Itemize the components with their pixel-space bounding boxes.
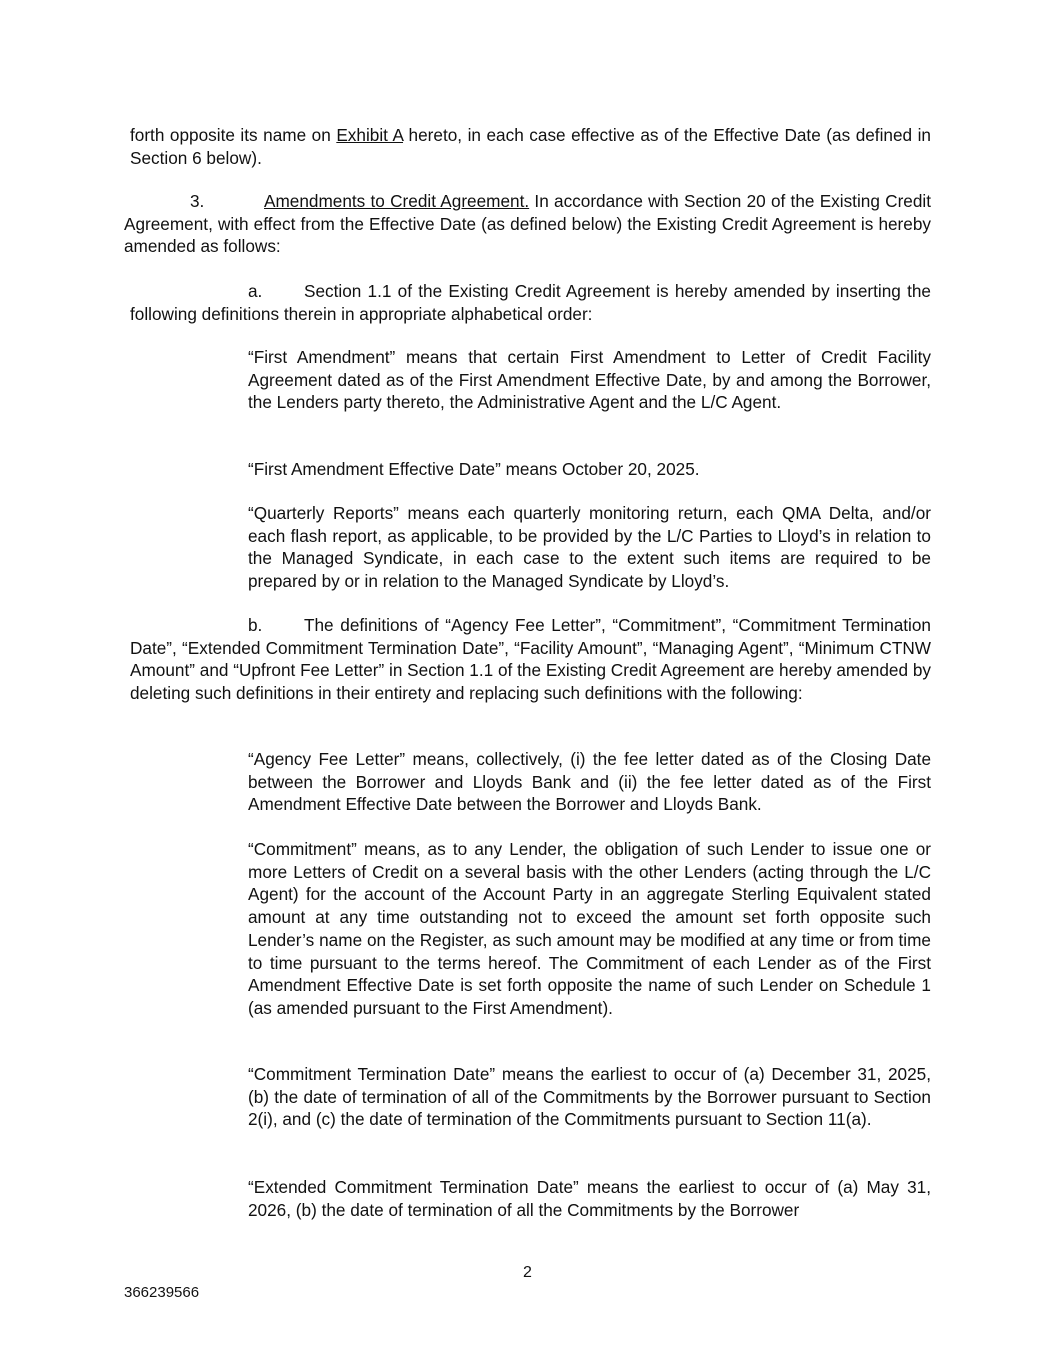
clause-a-paragraph [130, 280, 931, 325]
section-3-heading: Amendments to Credit Agreement. [264, 191, 530, 211]
section-3-number: 3. [190, 191, 205, 211]
intro-paragraph [130, 124, 931, 169]
intro-text-start: forth opposite its name on [130, 125, 337, 145]
section-3-text: In accordance with Section 20 of the Existing Credit Agreement, with effect from the Effective Date (as defined below) the Existing Credit Agreement is hereby amended as follows: [124, 191, 932, 257]
page-number: 2 [523, 1264, 532, 1281]
clause-b-paragraph [130, 614, 931, 705]
document-id: 366239566 [124, 1284, 200, 1301]
clause-a-text: Section 1.1 of the Existing Credit Agreement is hereby amended by inserting the following definitions therein in appropriate alphabetical order: [130, 281, 931, 324]
definition-first-amendment: “First Amendment” means that certain First Amendment to Letter of Credit Facility Agreement dated as of the First Amendment Effective Date, by and among the Borrower, the Lenders party thereto, the Administrative Agent and the L/C Agent. [248, 347, 931, 413]
clause-b-text: The definitions of “Agency Fee Letter”, “Commitment”, “Commitment Termination Date”, “Extended Commitment Termination Date”, “Facility Amount”, “Managing Agent”, “Minimum CTNW Amount” and “Upfront Fee Letter” in Section 1.1 of the Existing Credit Agreement are hereby amended by deleting such definitions in their entirety and replacing such definitions with the following: [130, 615, 931, 704]
exhibit-a-reference: Exhibit A [336, 125, 404, 145]
definition-quarterly-reports: “Quarterly Reports” means each quarterly monitoring return, each QMA Delta, and/or each flash report, as applicable, to be provided by the L/C Parties to Lloyd’s in relation to the Managed Syndicate, in each case to the extent such items are required to be prepared by or in relation to the Managed Syndicate by Lloyd’s. [248, 503, 931, 592]
definition-first-amendment-effective-date: “First Amendment Effective Date” means October 20, 2025. [248, 459, 700, 479]
definition-commitment-termination-date: “Commitment Termination Date” means the earliest to occur of (a) December 31, 2025, (b) the date of termination of all of the Commitments by the Borrower pursuant to Section 2(i), and (c) the date of termination of the Commitments pursuant to Section 11(a). [248, 1064, 931, 1130]
definition-agency-fee-letter: “Agency Fee Letter” means, collectively, (i) the fee letter dated as of the Closing Date between the Borrower and Lloyds Bank and (ii) the fee letter dated as of the First Amendment Effective Date between the Borrower and Lloyds Bank. [248, 749, 931, 815]
section-3-paragraph [124, 190, 931, 258]
definition-commitment: “Commitment” means, as to any Lender, the obligation of such Lender to issue one or more Letters of Credit on a several basis with the other Lenders (acting through the L/C Agent) for the account of the Account Party in an aggregate Sterling Equivalent stated amount at any time outstanding not to exceed the amount set forth opposite such Lender’s name on the Register, as such amount may be modified at any time or from time to time pursuant to the terms hereof. The Commitment of each Lender as of the First Amendment Effective Date is set forth opposite the name of such Lender on Schedule 1 (as amended pursuant to the First Amendment). [248, 839, 931, 1018]
definition-extended-commitment-termination-date: “Extended Commitment Termination Date” means the earliest to occur of (a) May 31, 2026, (b) the date of termination of all the Commitments by the Borrower [248, 1177, 931, 1220]
clause-b-number: b. [248, 615, 263, 635]
clause-a-number: a. [248, 281, 263, 301]
intro-text-end: hereto, in each case effective as of the Effective Date (as defined in Section 6 below). [130, 125, 931, 168]
